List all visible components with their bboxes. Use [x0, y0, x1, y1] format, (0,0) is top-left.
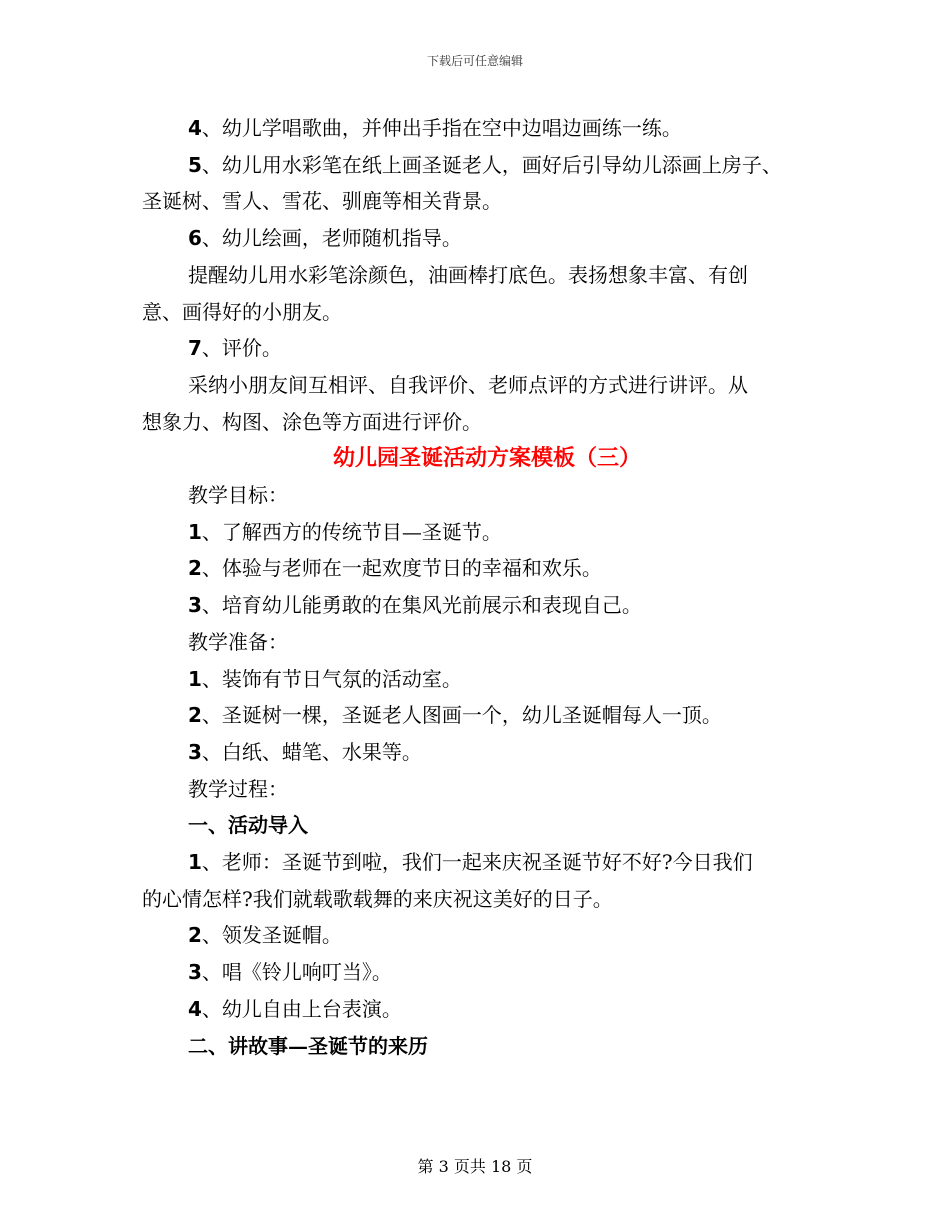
item-number: 2: [188, 556, 202, 581]
page-header: 下载后可任意编辑: [426, 54, 523, 68]
item-text: 、体验与老师在一起欢度节日的幸福和欢乐。: [201, 556, 602, 581]
item-text: 、白纸、蜡笔、水果等。: [201, 739, 422, 764]
numbered-item: [142, 697, 832, 734]
item-number: 5: [188, 152, 202, 177]
item-number: 1: [188, 666, 202, 691]
numbered-item: [142, 587, 832, 624]
section-title: 幼儿园圣诞活动方案模板（三）: [332, 445, 641, 472]
item-text: 、唱《铃儿响叮当》。: [201, 960, 392, 985]
item-text: 、装饰有节日气氛的活动室。: [201, 666, 462, 691]
item-number: 7: [188, 336, 202, 361]
continuation-line: 想象力、构图、涂色等方面进行评价。: [142, 409, 482, 434]
item-number: 1: [188, 850, 202, 875]
numbered-item: [142, 220, 832, 257]
document-body: [142, 110, 832, 1064]
item-number: 3: [188, 960, 202, 985]
item-text: 、培育幼儿能勇敢的在集风光前展示和表现自己。: [201, 593, 642, 618]
numbered-item: [142, 661, 832, 698]
paragraph-line: 教学准备：: [188, 629, 288, 654]
item-number: 4: [188, 996, 202, 1021]
item-text: 、老师：圣诞节到啦，我们一起来庆祝圣诞节好不好?今日我们: [201, 850, 753, 875]
numbered-item: [142, 147, 832, 184]
numbered-item: [142, 991, 832, 1028]
item-number: 4: [188, 116, 202, 140]
item-text: 、领发圣诞帽。: [201, 923, 342, 948]
item-number: 3: [188, 739, 202, 764]
paragraph-line: 教学过程：: [188, 776, 288, 801]
item-number: 1: [188, 519, 202, 544]
paragraph-line: 教学目标：: [188, 483, 288, 508]
item-text: 、幼儿绘画，老师随机指导。: [201, 226, 462, 251]
continuation-line: 意、画得好的小朋友。: [142, 299, 342, 324]
item-number: 2: [188, 703, 202, 728]
numbered-item: [142, 734, 832, 771]
section-heading: 一、活动导入: [188, 813, 308, 838]
item-text: 、圣诞树一棵，圣诞老人图画一个，幼儿圣诞帽每人一顶。: [201, 703, 722, 728]
numbered-item: [142, 330, 832, 367]
item-text: 、幼儿学唱歌曲，并伸出手指在空中边唱边画练一练。: [201, 116, 682, 140]
numbered-item: [142, 514, 832, 551]
numbered-item: [142, 110, 832, 147]
numbered-item: [142, 954, 832, 991]
item-number: 6: [188, 226, 202, 251]
item-text: 、幼儿用水彩笔在纸上画圣诞老人，画好后引导幼儿添画上房子、: [201, 152, 782, 177]
item-text: 、了解西方的传统节目—圣诞节。: [201, 519, 502, 544]
item-number: 3: [188, 593, 202, 618]
numbered-item: [142, 917, 832, 954]
numbered-item: [142, 844, 832, 881]
paragraph-line: 采纳小朋友间互相评、自我评价、老师点评的方式进行讲评。从: [188, 372, 748, 397]
continuation-line: 的心情怎样?我们就载歌载舞的来庆祝这美好的日子。: [142, 886, 613, 911]
item-text: 、评价。: [201, 336, 282, 361]
item-number: 2: [188, 923, 202, 948]
section-heading: 二、讲故事—圣诞节的来历: [188, 1033, 428, 1058]
item-text: 、幼儿自由上台表演。: [201, 996, 402, 1021]
continuation-line: 圣诞树、雪人、雪花、驯鹿等相关背景。: [142, 189, 502, 214]
numbered-item: [142, 550, 832, 587]
paragraph-line: 提醒幼儿用水彩笔涂颜色，油画棒打底色。表扬想象丰富、有创: [188, 262, 748, 287]
page-footer: 第 3 页共 18 页: [417, 1157, 533, 1176]
